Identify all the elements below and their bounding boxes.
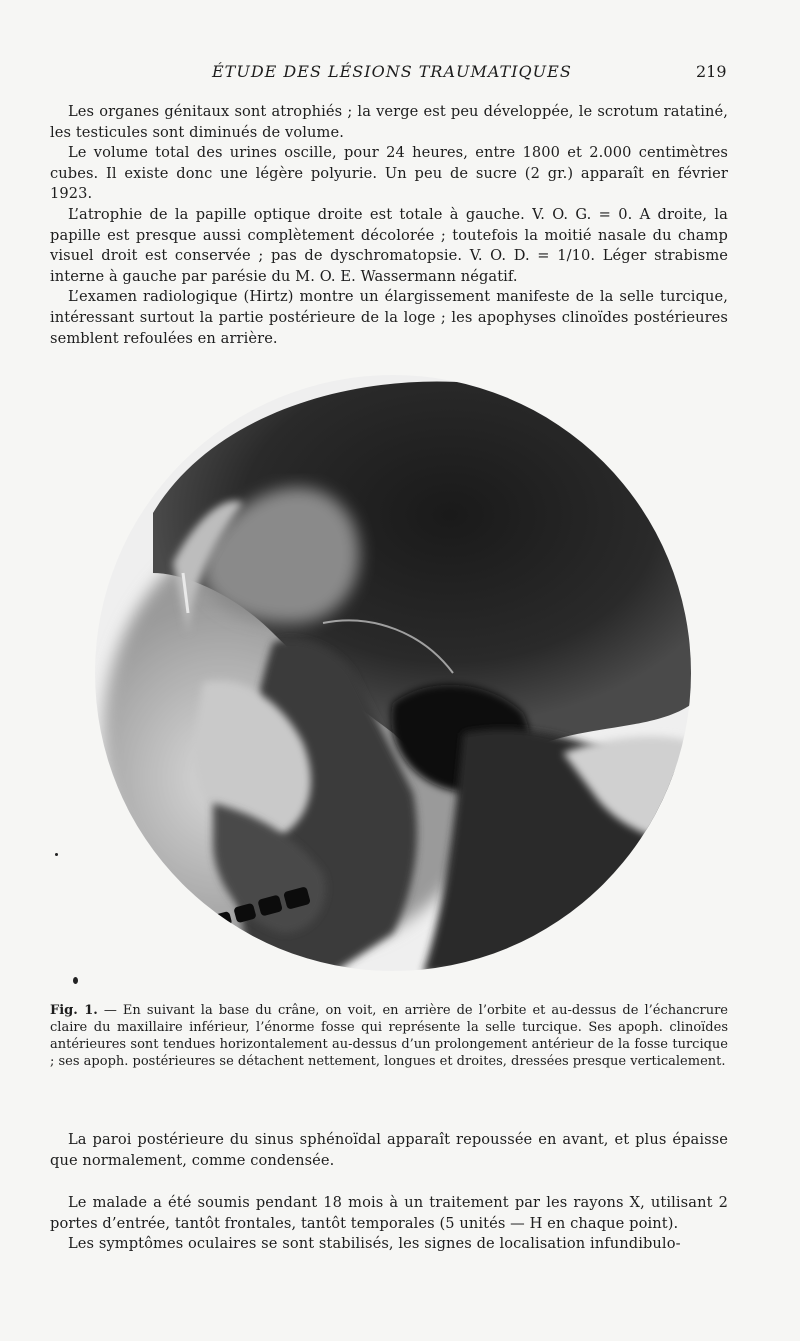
running-title: ÉTUDE DES LÉSIONS TRAUMATIQUES [212,62,572,81]
body-text-bottom [50,1193,728,1255]
body-text-top [50,102,728,349]
ink-speck [73,977,78,984]
paragraph: L’atrophie de la papille optique droite est totale à gauche. V. O. G. = 0. A droite, la papille est presque aussi complètement décolorée ; toutefois la moitié nasale du champ visuel droit est conservée ; pas de dyschromatopsie. V. O. D. = 1/10. Léger strabisme interne à gauche par parésie du M. O. E. Wassermann négatif. [50,205,728,285]
ink-speck [55,853,58,856]
paragraph: L’examen radiologique (Hirtz) montre un élargissement manifeste de la selle turcique, intéressant surtout la partie postérieure de la loge ; les apophyses clinoïdes postérieures semblent refoulées en arrière. [50,288,728,347]
xray-skull-figure [93,373,693,973]
page-number: 219 [696,62,727,81]
figure-caption [50,1002,728,1070]
paragraph: Le volume total des urines oscille, pour 24 heures, entre 1800 et 2.000 centimètres cubes. Il existe donc une légère polyurie. Un peu de sucre (2 gr.) apparaît en février 1923. [50,144,728,203]
paragraph: Les organes génitaux sont atrophiés ; la verge est peu développée, le scrotum ratatiné, les testicules sont diminués de volume. [50,103,728,141]
body-text-middle [50,1130,728,1171]
figure-label: Fig. 1. [50,1003,98,1018]
paragraph: La paroi postérieure du sinus sphénoïdal apparaît repoussée en avant, et plus épaisse que normalement, comme condensée. [50,1131,728,1169]
paragraph: Les symptômes oculaires se sont stabilisés, les signes de localisation infundibulo- [68,1235,681,1253]
figure-caption-text: — En suivant la base du crâne, on voit, en arrière de l’orbite et au-dessus de l’échancrure claire du maxillaire inférieur, l’énorme fosse qui représente la selle turcique. Ses apoph. clinoïdes antérieures sont tendues horizontalement au-dessus d’un prolongement antérieur de la fosse turcique ; ses apoph. postérieures se détachent nettement, longues et droites, dressées presque verticalement. [50,1003,728,1069]
running-head [0,62,800,86]
paragraph: Le malade a été soumis pendant 18 mois à un traitement par les rayons X, utilisant 2 portes d’entrée, tantôt frontales, tantôt temporales (5 unités — H en chaque point). [50,1194,728,1232]
xray-image [93,373,693,973]
